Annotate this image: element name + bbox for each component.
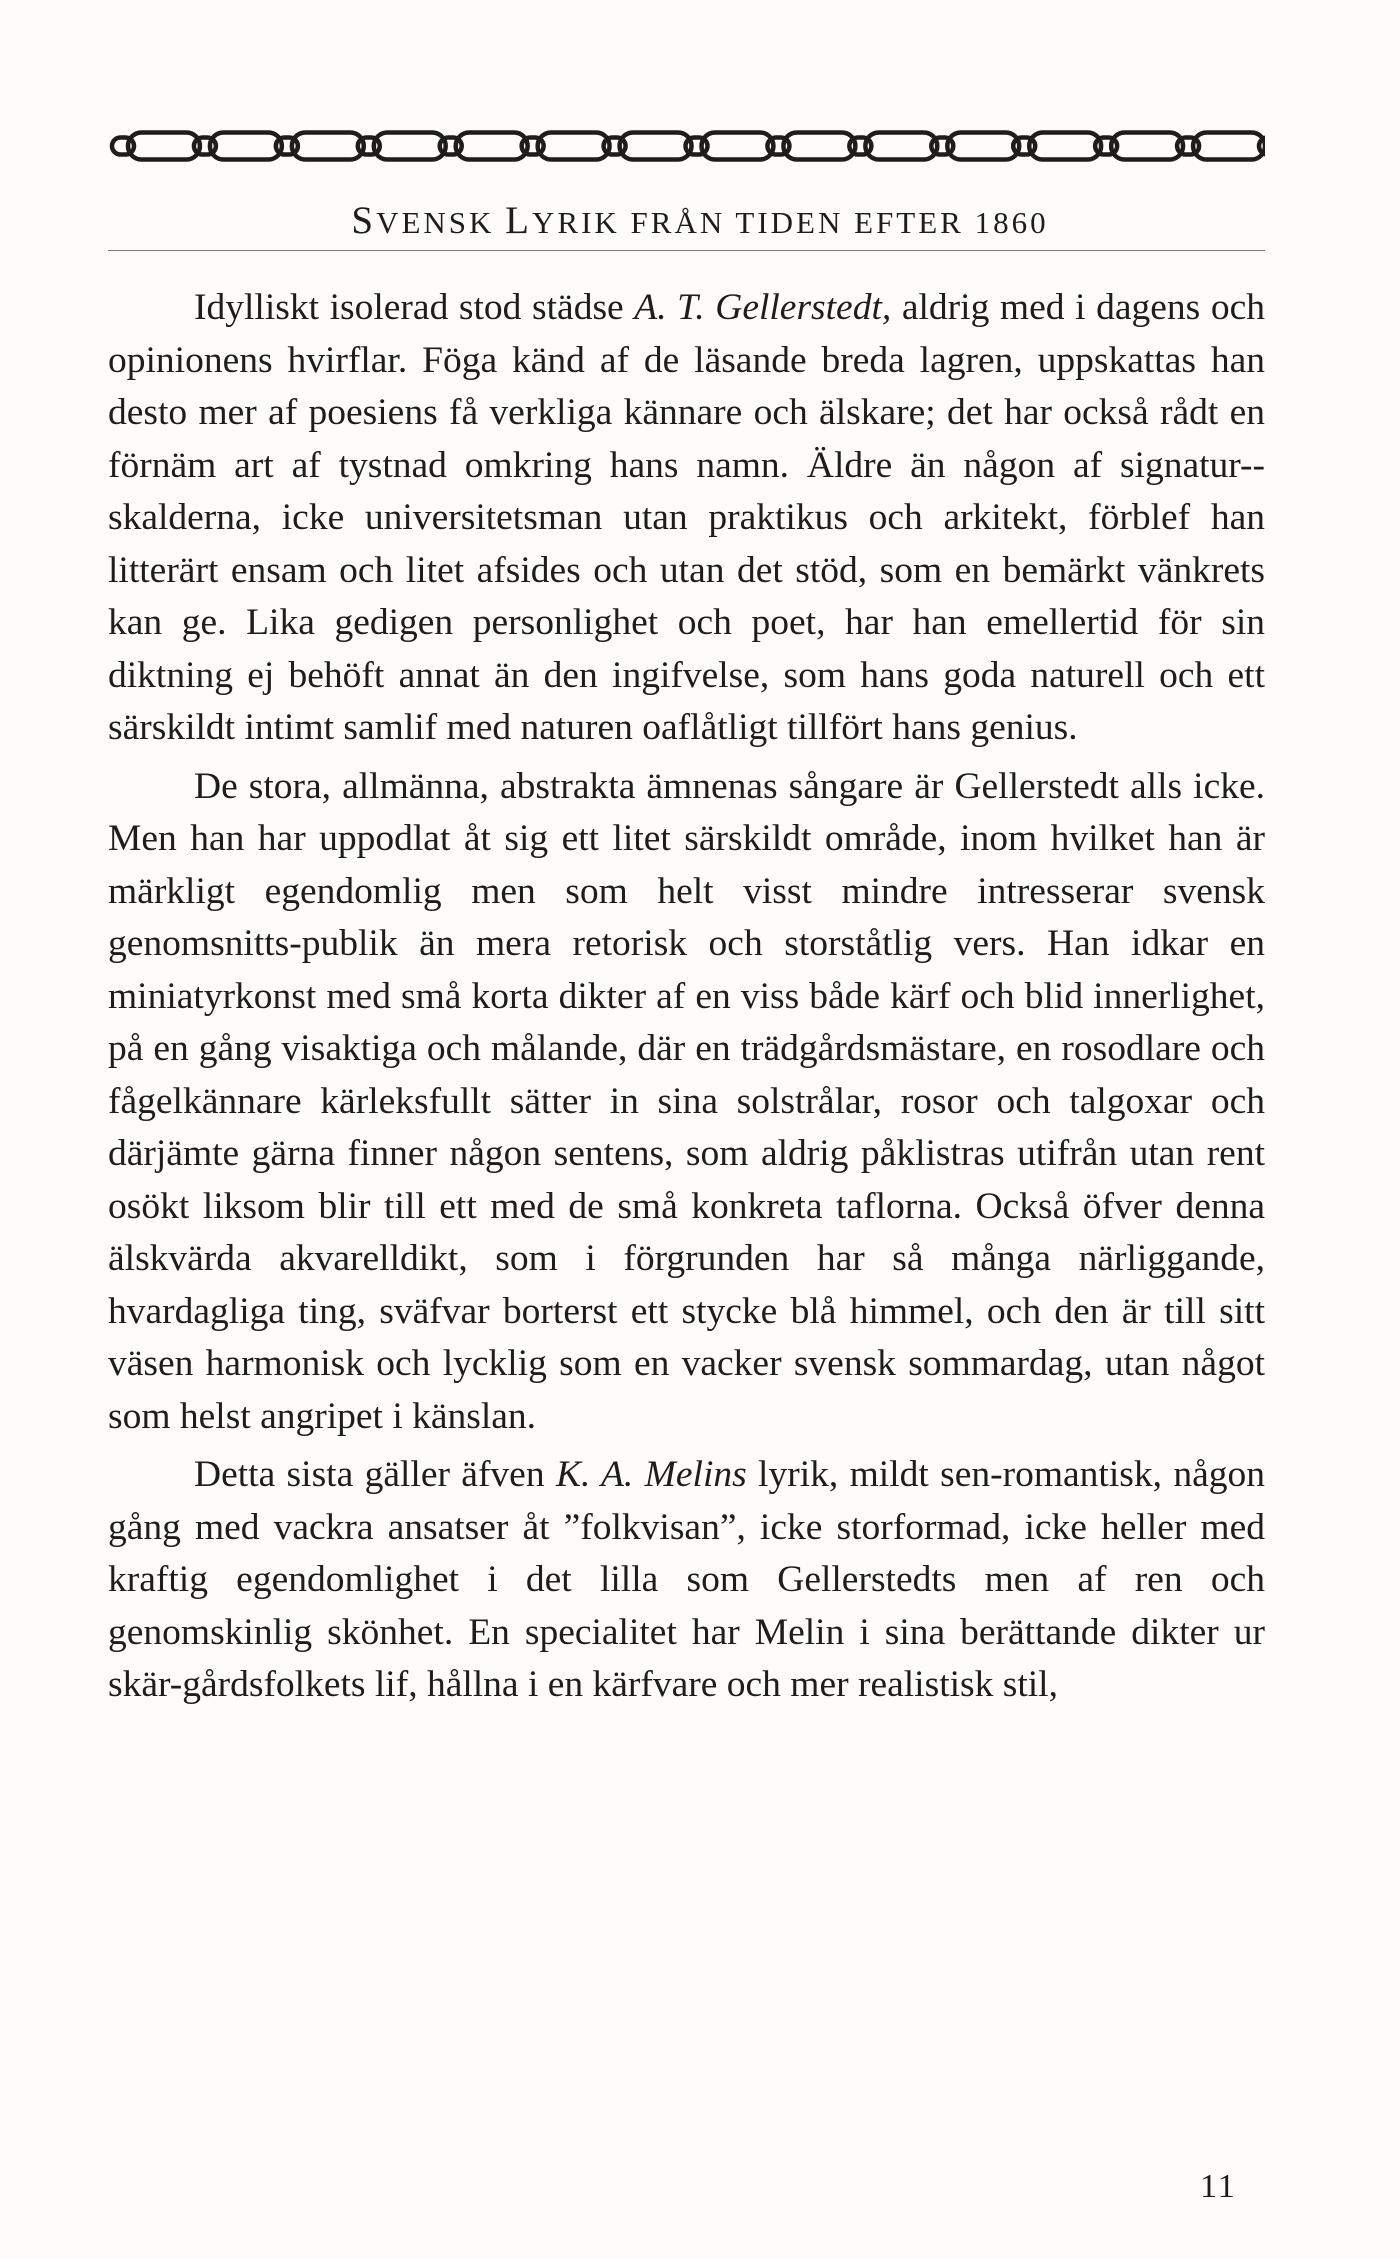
body-text: [108, 282, 1265, 1718]
chain-ornament-icon: [108, 128, 1265, 164]
running-head-initial-1: S: [351, 199, 377, 242]
paragraph-3-text-a: Detta sista gäller äfven: [194, 1454, 556, 1495]
paragraph-2-text: De stora, allmänna, abstrakta ämnenas sångare är Gellerstedt alls icke. Men han har uppodlat åt sig ett litet särskildt område, inom hvilket han är märkligt egendomlig men som helt visst mindre intresserar svensk genomsnitts-publik än mera retorisk och storståtlig vers. Han idkar en miniatyrkonst med små korta dikter af en viss både kärf och blid innerlighet, på en gång visaktiga och målande, där en trädgårdsmästare, en rosodlare och fågelkännare kärleksfullt sätter in sina solstrålar, rosor och talgoxar och därjämte gärna finner någon sentens, som aldrig påklistras utifrån utan rent osökt liksom blir till ett med de små konkreta taflorna. Också öfver denna älskvärda akvarelldikt, som i förgrunden har så många närliggande, hvardagliga ting, sväfvar borterst ett stycke blå himmel, och den är till sitt väsen harmonisk och lycklig som en vacker svensk sommardag, utan något som helst angripet i känslan.: [108, 765, 1265, 1437]
running-head-initial-2: L: [505, 199, 532, 242]
paragraph-1: [108, 282, 1265, 755]
running-head-word-2: YRIK FRÅN TIDEN EFTER 1860: [532, 205, 1049, 240]
running-head: [0, 198, 1400, 243]
author-name-gellerstedt: A. T. Gellerstedt,: [634, 287, 892, 328]
paragraph-3: [108, 1449, 1265, 1712]
paragraph-3-text-b: lyrik, mildt sen-romantisk, någon gång med vackra ansatser åt ”folkvisan”, icke storformad, icke heller med kraftig egendomlighet i det lilla som Gellerstedts men af ren och genomskinlig skönhet. En specialitet har Melin i sina berättande dikter ur skär-gårdsfolkets lif, hållna i en kärfvare och mer realistisk stil,: [108, 1454, 1265, 1705]
paragraph-1-text-a: Idylliskt isolerad stod städse: [194, 287, 635, 328]
running-head-word-1: VENSK: [376, 205, 506, 240]
paragraph-1-text-b: aldrig med i dagens och opinionens hvirflar. Föga känd af de läsande breda lagren, uppskattas han desto mer af poesiens få verkliga kännare och älskare; det har också rådt en förnäm art af tystnad omkring hans namn. Äldre än någon af signatur-skalderna, icke universitetsman utan praktikus och arkitekt, förblef han litterärt ensam och litet afsides och utan det stöd, som en bemärkt vänkrets kan ge. Lika gedigen personlighet och poet, har han emellertid för sin diktning ej behöft annat än den ingifvelse, som hans goda naturell och ett särskildt intimt samlif med naturen oaflåtligt tillfört hans genius.: [108, 287, 1266, 748]
author-name-melin: K. A. Melins: [555, 1454, 747, 1495]
paragraph-2: [108, 761, 1265, 1444]
page-number: 11: [1200, 2168, 1237, 2205]
header-rule: [108, 250, 1265, 251]
